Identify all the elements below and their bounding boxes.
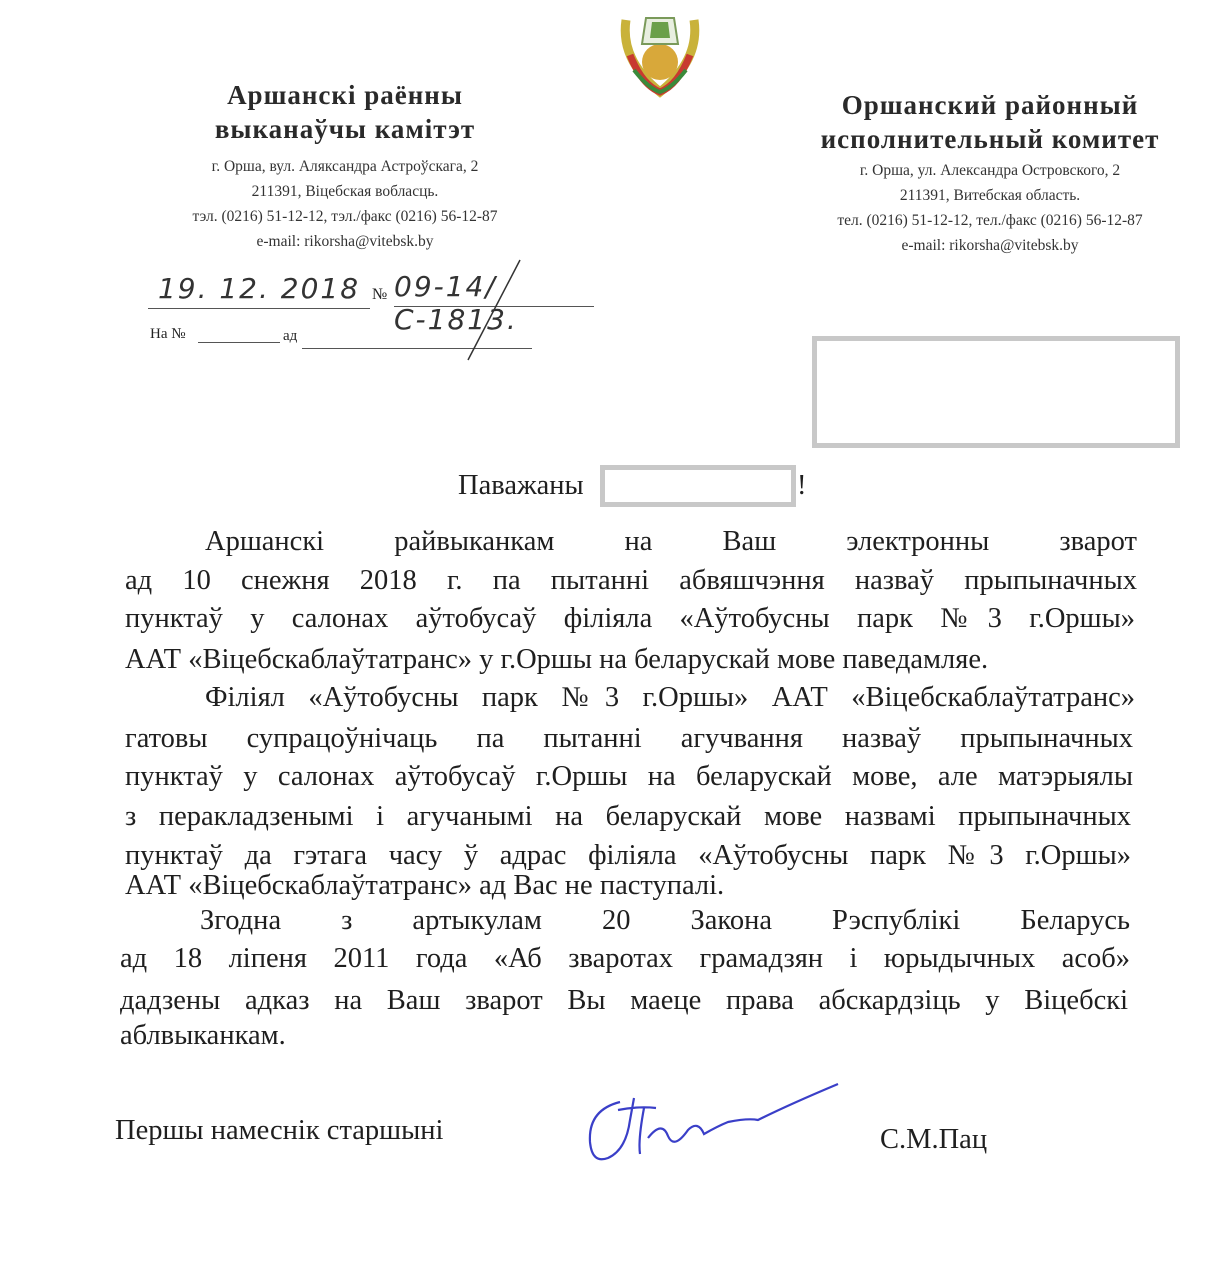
body-line: пунктаў да гэтага часу ў адрас філіяла «Аўтобусны парк №3 г.Оршы» <box>125 840 1131 871</box>
org-email: e-mail: rikorsha@vitebsk.by <box>256 233 434 250</box>
number-sign: № <box>372 286 388 303</box>
body-line: пунктаў у салонах аўтобусаў г.Оршы на беларускай мове, але матэрыялы <box>125 761 1133 792</box>
org-phone: тэл. (0216) 51-12-12, тэл./факс (0216) 56-12-87 <box>192 208 498 225</box>
body-line: з перакладзенымі і агучанымі на беларускай мове назвамі прыпыначных <box>125 801 1131 832</box>
registration-number: 09-14/С-1813. <box>394 270 594 307</box>
handwritten-signature <box>578 1080 843 1170</box>
body-line: Аршанскі райвыканкам на Ваш электронны зварот <box>205 526 1137 557</box>
body-line: пунктаў у салонах аўтобусаў філіяла «Аўтобусны парк №3 г.Оршы» <box>125 603 1135 634</box>
body-line: Філіял «Аўтобусны парк №3 г.Оршы» ААТ «Віцебскаблаўтатранс» <box>205 682 1135 713</box>
coat-of-arms-emblem <box>612 0 708 98</box>
body-line: Згодна з артыкулам 20 Закона Рэспублікі Беларусь <box>200 905 1130 936</box>
org-region: 211391, Витебская область. <box>899 187 1081 204</box>
redacted-name <box>600 465 796 507</box>
registration-date: 19. 12. 2018 <box>148 272 370 309</box>
greeting-text: Паважаны <box>458 470 584 501</box>
org-email: e-mail: rikorsha@vitebsk.by <box>901 237 1079 254</box>
org-region: 211391, Віцебская вобласць. <box>251 183 439 200</box>
org-title-line: Оршанский районный <box>841 90 1139 120</box>
body-line: ААТ «Віцебскаблаўтатранс» у г.Оршы на беларускай мове паведамляе. <box>125 644 989 675</box>
org-title-line: Аршанскі раённы <box>227 80 463 110</box>
org-title-line: выканаўчы камітэт <box>214 114 476 144</box>
body-line: ад 18 ліпеня 2011 года «Аб зваротах грамадзян і юрыдычных асоб» <box>120 943 1130 974</box>
signer-name: С.М.Пац <box>880 1124 988 1155</box>
body-line: ААТ «Віцебскаблаўтатранс» ад Вас не паступалі. <box>125 870 725 901</box>
handwritten-slash <box>460 255 530 365</box>
org-address: г. Орша, вул. Аляксандра Астроўскага, 2 <box>211 158 479 175</box>
org-address: г. Орша, ул. Александра Островского, 2 <box>859 162 1121 179</box>
ref-number-field <box>198 342 280 343</box>
body-line: гатовы супрацоўнічаць па пытанні агучвання назваў прыпыначных <box>125 723 1133 754</box>
org-phone: тел. (0216) 51-12-12, тел./факс (0216) 56-12-87 <box>837 212 1143 229</box>
body-line: дадзены адказ на Ваш зварот Вы маеце права абскардзіць у Віцебскі <box>120 985 1128 1016</box>
body-line: аблвыканкам. <box>120 1020 286 1051</box>
body-line: ад 10 снежня 2018 г. па пытанні абвяшчэння назваў прыпыначных <box>125 565 1137 596</box>
greeting-exclamation: ! <box>797 470 807 501</box>
ref-number-label: На № <box>150 326 186 342</box>
header-belarusian <box>140 78 550 254</box>
header-russian <box>785 88 1195 258</box>
ref-from-label: ад <box>283 328 298 344</box>
redacted-addressee <box>812 336 1180 448</box>
signer-position: Першы намеснік старшыні <box>115 1115 444 1146</box>
org-title-line: исполнительный комитет <box>820 124 1160 154</box>
